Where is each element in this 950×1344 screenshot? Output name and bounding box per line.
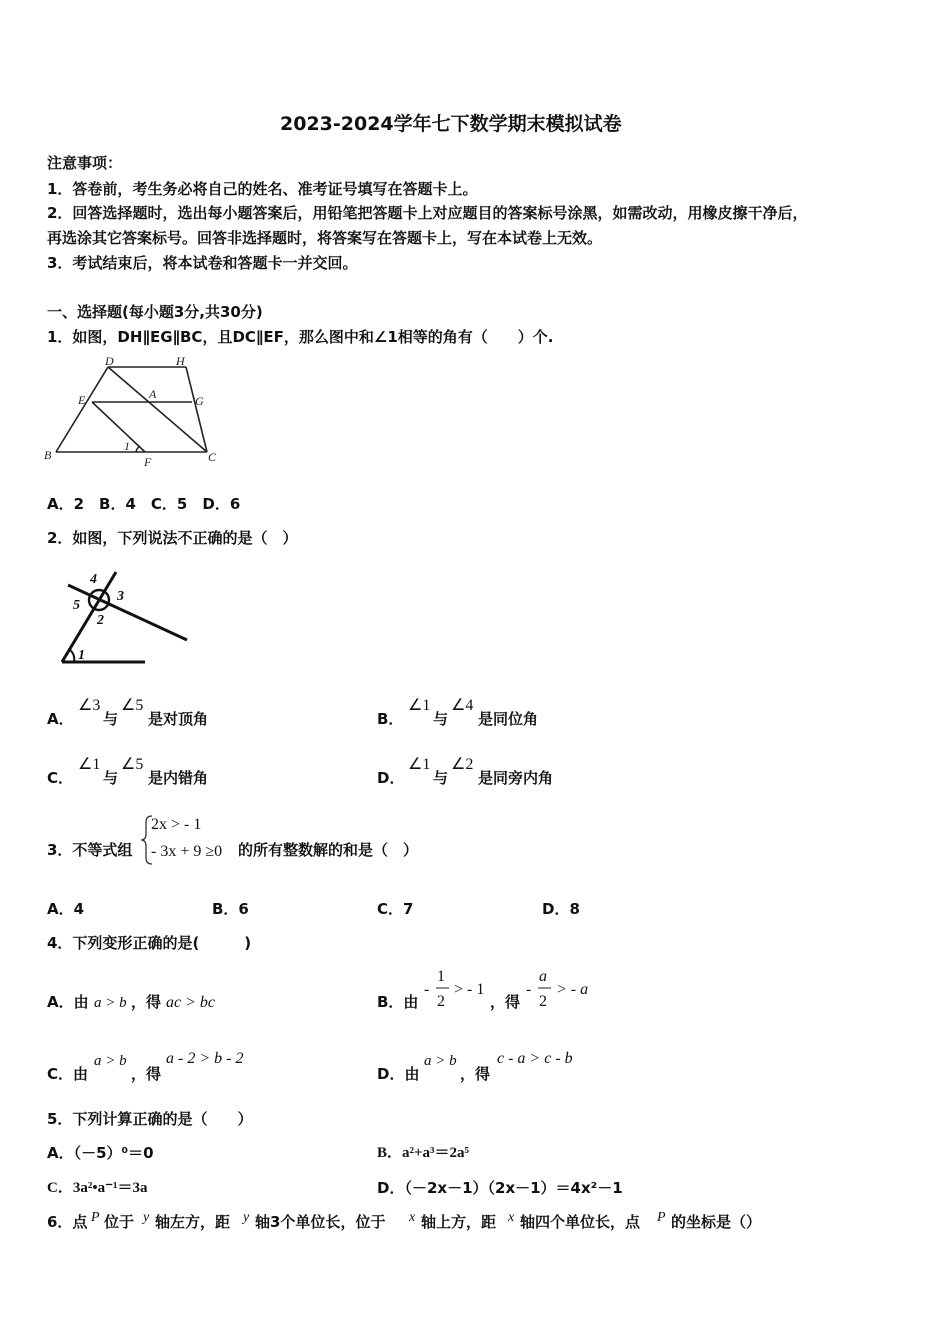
q6-text-1: 6．点 xyxy=(47,1213,88,1231)
q5-option-A: A．（－5）⁰＝0 xyxy=(47,1144,154,1162)
q4-option-C-label: C．由 xyxy=(47,1065,89,1083)
q6-var-P1: P xyxy=(91,1210,100,1225)
q3-prefix: 3．不等式组 xyxy=(47,841,133,859)
q2-option-B-ang1: ∠1 xyxy=(408,697,431,714)
q3-suffix: 的所有整数解的和是（ ） xyxy=(238,841,419,859)
q4-option-B-pre2: - xyxy=(526,981,532,998)
q5-option-C: C．3a²•a⁻¹＝3a xyxy=(47,1180,148,1196)
q3-line1: 2x > - 1 xyxy=(151,816,202,833)
q4-option-D-label: D．由 xyxy=(377,1065,420,1083)
notice-item-3: 3．考试结束后，将本试卷和答题卡一并交回。 xyxy=(47,254,358,272)
q2-option-A-tail: 是对顶角 xyxy=(148,710,209,728)
q4-option-A-res: ac > bc xyxy=(166,994,215,1011)
q4-option-C-res: a - 2 > b - 2 xyxy=(166,1050,244,1067)
q2-label-3: 3 xyxy=(117,589,124,604)
notice-heading: 注意事项： xyxy=(47,154,123,172)
q2-option-D-mid: 与 xyxy=(433,769,449,787)
q3-option-D: D．8 xyxy=(542,900,580,918)
q4-option-C-cond: a > b xyxy=(94,1053,127,1069)
q4-option-B-den2: 2 xyxy=(539,993,547,1010)
q1-label-C: C xyxy=(208,450,217,464)
q1-label-D: D xyxy=(105,354,114,368)
q2-option-B-label: B． xyxy=(377,710,404,728)
q2-option-B-mid: 与 xyxy=(433,710,449,728)
notice-item-2-cont: 再选涂其它答案标号。回答非选择题时，将答案写在答题卡上，写在本试卷上无效。 xyxy=(47,229,603,247)
q4-option-D-sep: ，得 xyxy=(460,1065,491,1083)
q2-stem: 2．如图，下列说法不正确的是（ ） xyxy=(47,529,298,547)
q2-option-D-ang2: ∠2 xyxy=(451,756,474,773)
q4-option-D-cond: a > b xyxy=(424,1053,457,1069)
q2-option-C-mid: 与 xyxy=(103,769,119,787)
q4-option-B-sep: ，得 xyxy=(490,993,521,1011)
q3-option-B: B．6 xyxy=(212,900,249,918)
q4-option-B-post: > - 1 xyxy=(454,981,485,998)
q3-option-C: C．7 xyxy=(377,900,414,918)
q6-var-P2: P xyxy=(657,1210,666,1225)
q3-line2: - 3x + 9 ≥0 xyxy=(151,843,223,860)
q5-option-B: B．a²+a³＝2a⁵ xyxy=(377,1145,470,1161)
q2-option-A-label: A． xyxy=(47,710,74,728)
q4-option-D-res: c - a > c - b xyxy=(497,1050,573,1067)
q2-option-A-ang2: ∠5 xyxy=(121,697,144,714)
q2-label-4: 4 xyxy=(90,572,97,587)
q2-label-2: 2 xyxy=(97,613,104,628)
q6-text-6: 轴四个单位长，点 xyxy=(520,1213,641,1231)
q6-text-2: 位于 xyxy=(104,1213,135,1231)
q2-option-A-ang1: ∠3 xyxy=(78,697,101,714)
q4-option-B-post2: > - a xyxy=(556,981,589,998)
notice-item-1: 1．答卷前，考生务必将自己的姓名、准考证号填写在答题卡上。 xyxy=(47,180,478,198)
q3-option-A: A．4 xyxy=(47,900,85,918)
q1-label-1: 1 xyxy=(124,439,130,453)
q2-option-B-tail: 是同位角 xyxy=(478,710,539,728)
q6-text-4: 轴3个单位长，位于 xyxy=(255,1213,386,1231)
q4-option-A-label: A．由 xyxy=(47,993,89,1011)
q1-options: A．2 B．4 C．5 D．6 xyxy=(47,495,241,513)
q4-option-B-num2: a xyxy=(539,968,547,985)
q1-label-G: G xyxy=(195,394,204,408)
q1-label-H: H xyxy=(176,354,185,368)
q1-label-A: A xyxy=(149,387,157,401)
q4-option-B-den: 2 xyxy=(437,993,445,1010)
q6-text-7: 的坐标是（） xyxy=(671,1213,762,1231)
notice-item-2: 2．回答选择题时，选出每小题答案后，用铅笔把答题卡上对应题目的答案标号涂黑，如需改动，用橡皮擦干净后， xyxy=(47,204,808,222)
q1-label-F: F xyxy=(144,455,152,469)
q6-var-x1: x xyxy=(409,1210,416,1225)
q2-option-C-ang2: ∠5 xyxy=(121,756,144,773)
q4-option-C-sep: ，得 xyxy=(131,1065,162,1083)
q2-label-5: 5 xyxy=(73,598,80,613)
q2-option-D-tail: 是同旁内角 xyxy=(478,769,554,787)
q6-var-x2: x xyxy=(508,1210,515,1225)
q2-option-A-mid: 与 xyxy=(103,710,119,728)
q2-option-D-label: D． xyxy=(377,769,405,787)
q5-stem: 5．下列计算正确的是（ ） xyxy=(47,1110,253,1128)
q6-text-5: 轴上方，距 xyxy=(421,1213,497,1231)
q6-var-y1: y xyxy=(143,1210,150,1225)
q5-option-D: D．（－2x－1）（2x－1）＝4x²－1 xyxy=(377,1179,623,1197)
page-title: 2023-2024学年七下数学期末模拟试卷 xyxy=(280,113,622,135)
q4-option-B-pre: - xyxy=(424,981,430,998)
q4-option-A-sep: ，得 xyxy=(131,993,162,1011)
q6-text-3: 轴左方，距 xyxy=(155,1213,231,1231)
q6-var-y2: y xyxy=(243,1210,250,1225)
q2-option-C-label: C． xyxy=(47,769,74,787)
q4-option-A-cond: a > b xyxy=(94,995,127,1011)
q2-option-B-ang2: ∠4 xyxy=(451,697,474,714)
q2-option-D-ang1: ∠1 xyxy=(408,756,431,773)
q4-option-B-num: 1 xyxy=(437,968,445,985)
q1-label-E: E xyxy=(78,393,86,407)
q4-stem: 4．下列变形正确的是( ) xyxy=(47,934,252,952)
q2-option-C-ang1: ∠1 xyxy=(78,756,101,773)
q2-label-1: 1 xyxy=(78,648,85,663)
q2-option-C-tail: 是内错角 xyxy=(148,769,209,787)
q4-option-B-label: B．由 xyxy=(377,993,419,1011)
q1-stem: 1．如图，DH∥EG∥BC，且DC∥EF，那么图中和∠1相等的角有（ ）个. xyxy=(47,328,554,346)
section-heading: 一、选择题(每小题3分,共30分) xyxy=(47,303,263,321)
q1-label-B: B xyxy=(44,448,52,462)
